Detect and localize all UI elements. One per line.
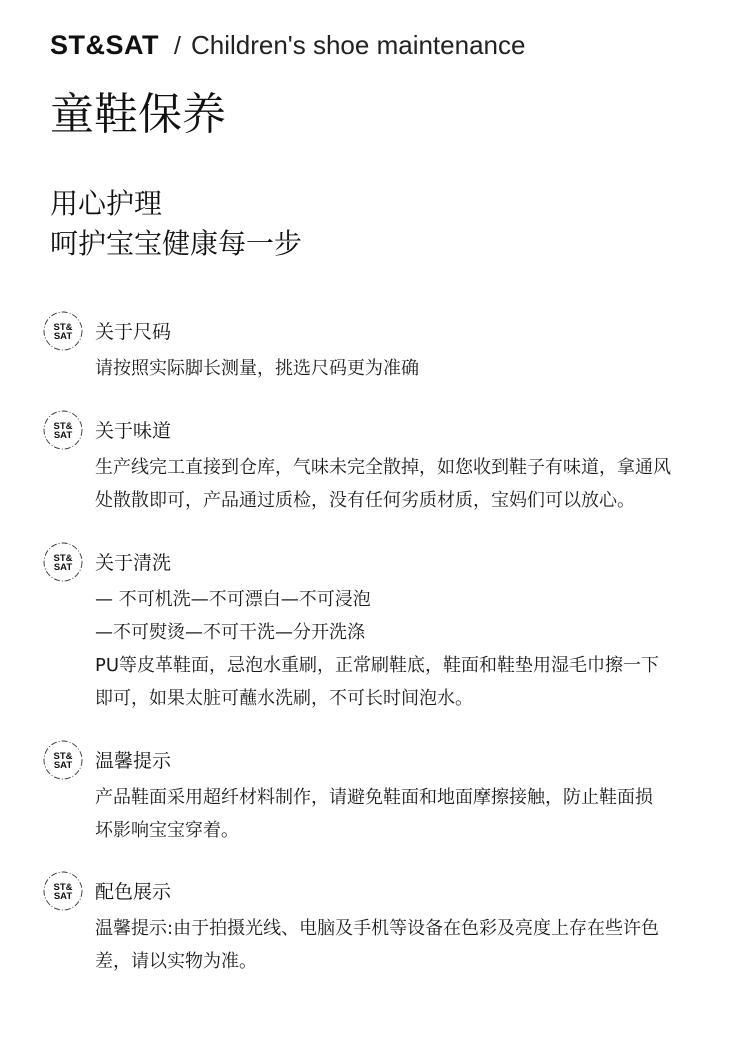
section-body <box>95 451 710 517</box>
badge-text-bottom: SAT <box>53 331 73 342</box>
section-body <box>95 352 710 385</box>
badge-text-bottom: SAT <box>53 760 73 771</box>
section-line: —不可熨烫—不可干洗—分开洗涤 <box>95 622 365 643</box>
section-line: PU等皮革鞋面，忌泡水重刷，正常刷鞋底，鞋面和鞋垫用湿毛巾擦一下 <box>95 655 660 676</box>
brand-badge-icon <box>42 409 84 451</box>
section-line: 生产线完工直接到仓库，气味未完全散掉，如您收到鞋子有味道，拿通风 <box>95 457 671 478</box>
section-line: 温馨提示:由于拍摄光线、电脑及手机等设备在色彩及亮度上存在些许色 <box>95 918 660 939</box>
section-body <box>95 583 710 715</box>
brand-logo: ST&SAT <box>50 30 159 60</box>
tagline-line-2: 呵护宝宝健康每一步 <box>50 227 303 260</box>
section-line: 差，请以实物为准。 <box>95 951 257 972</box>
section-title: 温馨提示 <box>95 750 172 772</box>
section-line: 产品鞋面采用超纤材料制作，请避免鞋面和地面摩擦接触，防止鞋面损 <box>95 787 653 808</box>
section-line: 即可，如果太脏可蘸水洗刷，不可长时间泡水。 <box>95 688 473 709</box>
page-header <box>50 30 525 61</box>
section-body <box>95 781 710 847</box>
section-line: 请按照实际脚长测量，挑选尺码更为准确 <box>95 358 419 379</box>
tagline-line-1: 用心护理 <box>50 187 163 220</box>
brand-badge-icon <box>42 739 84 781</box>
section-title: 关于尺码 <box>95 321 172 343</box>
section-title: 关于清洗 <box>95 552 172 574</box>
section-body <box>95 912 710 978</box>
badge-text-top: ST& <box>53 882 73 893</box>
brand-badge-icon <box>42 541 84 583</box>
badge-text-top: ST& <box>53 322 73 333</box>
section-line: 处散散即可，产品通过质检，没有任何劣质材质，宝妈们可以放心。 <box>95 490 635 511</box>
badge-text-top: ST& <box>53 751 73 762</box>
badge-text-bottom: SAT <box>53 430 73 441</box>
badge-text-bottom: SAT <box>53 891 73 902</box>
page-subtitle-en: Children's shoe maintenance <box>190 30 526 60</box>
brand-badge-icon <box>42 870 84 912</box>
brand-badge-icon <box>42 310 84 352</box>
section-line: 坏影响宝宝穿着。 <box>95 820 239 841</box>
section-title: 配色展示 <box>95 881 172 903</box>
badge-text-bottom: SAT <box>53 562 73 573</box>
section-line: — 不可机洗—不可漂白—不可浸泡 <box>95 589 371 610</box>
badge-text-top: ST& <box>53 421 73 432</box>
tagline <box>50 184 302 264</box>
header-separator: / <box>174 32 181 60</box>
section-title: 关于味道 <box>95 420 172 442</box>
page-title: 童鞋保养 <box>50 89 226 140</box>
badge-text-top: ST& <box>53 553 73 564</box>
